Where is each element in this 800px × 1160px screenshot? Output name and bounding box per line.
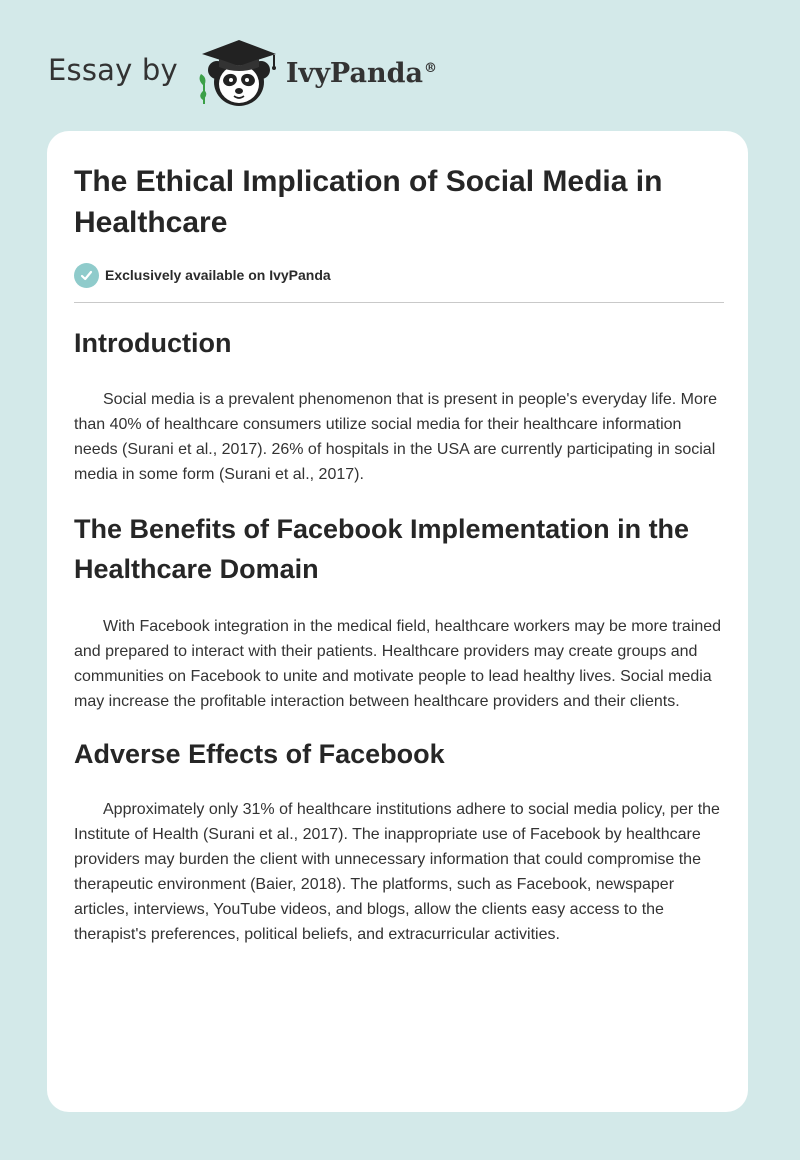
- title-divider: [74, 302, 724, 303]
- exclusive-label: Exclusively available on IvyPanda: [105, 267, 331, 283]
- checkmark-icon: [74, 263, 99, 288]
- section-body-adverse-effects: Approximately only 31% of healthcare institutions adhere to social media policy, per the Institute of Health (Surani et al., 2017). The inappropriate use of Facebook by healthcare providers may burden the client with unnecessary information that could compromise the therapeutic environment (Baier, 2018). The platforms, such as Facebook, newspaper articles, interviews, YouTube videos, and blogs, allow the clients easy access to the therapist's preferences, political beliefs, and extracurricular activities.: [74, 801, 720, 943]
- section-body-benefits: With Facebook integration in the medical field, healthcare workers may be more trained and prepared to interact with their patients. Healthcare providers may create groups and communities on Facebook to unite and motivate people to lead healthy lives. Social media may increase the profitable interaction between healthcare providers and their clients.: [74, 618, 722, 710]
- panda-graduate-logo-icon: [194, 34, 284, 110]
- brand-name: IvyPanda®: [285, 57, 437, 89]
- essay-by-label: Essay by: [48, 53, 178, 87]
- essay-content: [74, 161, 724, 947]
- section-heading-benefits: The Benefits of Facebook Implementation in the Healthcare Domain: [74, 514, 690, 584]
- essay-card: [47, 131, 748, 1112]
- essay-title: The Ethical Implication of Social Media in Healthcare: [74, 165, 663, 239]
- section-heading-adverse-effects: Adverse Effects of Facebook: [74, 739, 445, 769]
- registered-mark: ®: [423, 60, 437, 76]
- exclusive-badge: [74, 262, 724, 288]
- brand-header[interactable]: [48, 34, 437, 110]
- section-body-introduction: Social media is a prevalent phenomenon that is present in people's everyday life. More than 40% of healthcare consumers utilize social media for their healthcare information needs (Surani et al., 2017). 26% of hospitals in the USA are currently participating in social media in some form (Surani et al., 2017).: [74, 391, 718, 483]
- section-heading-introduction: Introduction: [74, 328, 232, 358]
